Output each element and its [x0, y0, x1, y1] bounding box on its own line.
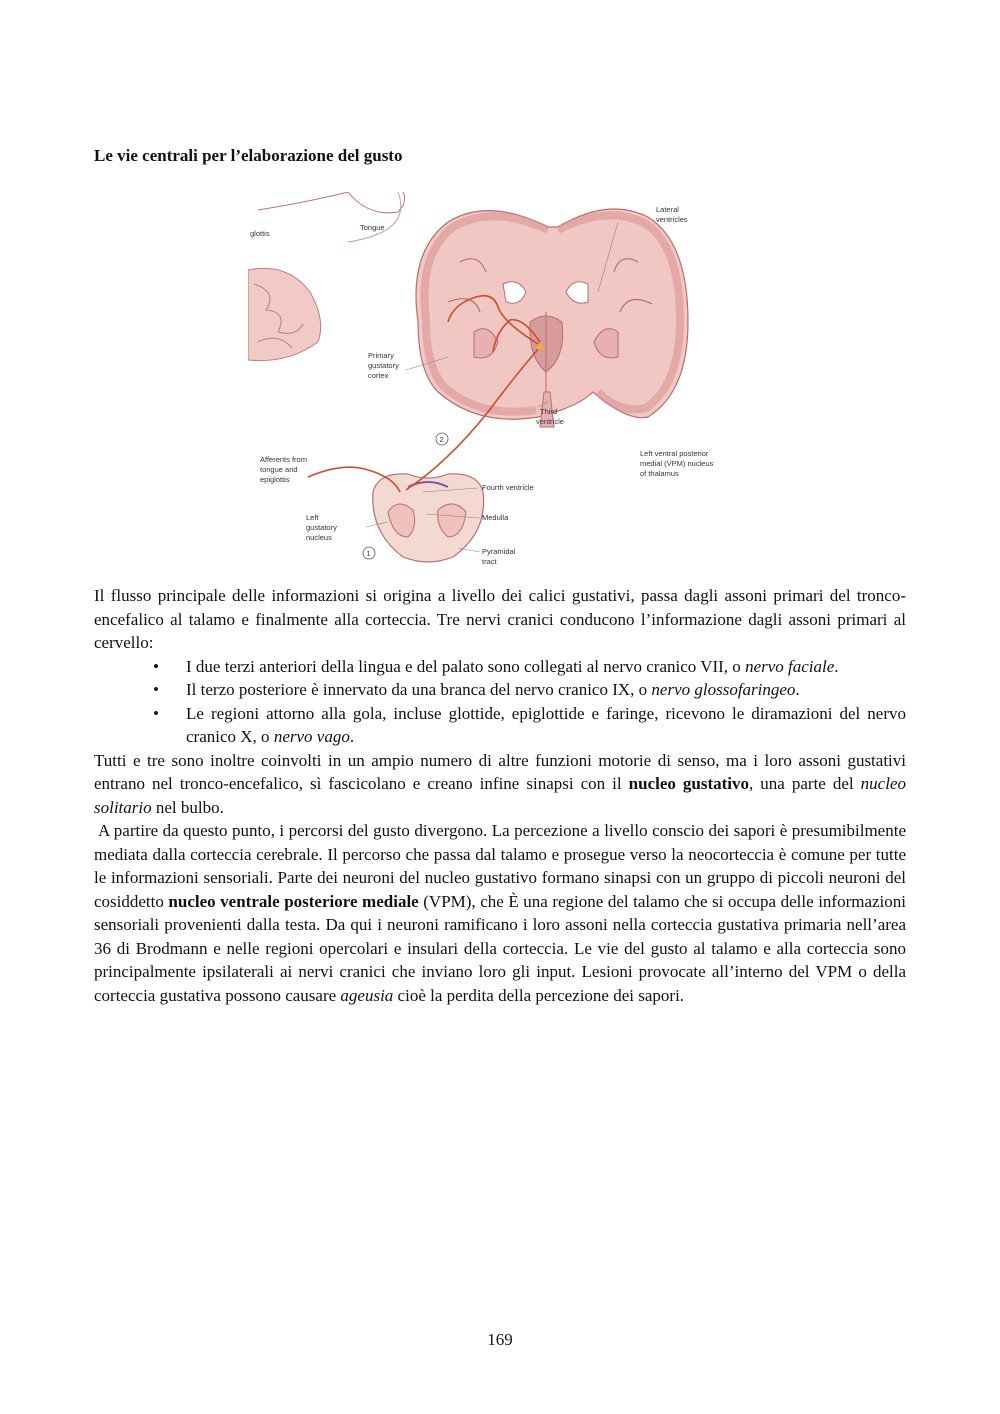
nerve-list — [94, 655, 906, 749]
list-item: • I due terzi anteriori della lingua e del palato sono collegati al nervo cranico VII, o nervo faciale. — [186, 655, 906, 679]
label-third-1: Third — [540, 407, 558, 416]
label-lateral-ventricles-1: Lateral — [656, 205, 679, 214]
label-left-nucleus-1: Left — [306, 513, 319, 522]
paragraph-nuclei: Tutti e tre sono inoltre coinvolti in un ampio numero di altre funzioni motorie di senso, ma i loro assoni gustativi entrano nel tronco-encefalico, sì fascicolano e creano infine sinapsi con il nucleo gustativo, una parte del nucleo solitario nel bulbo. — [94, 750, 906, 817]
bullet: • — [153, 680, 159, 699]
coronal-section — [416, 209, 688, 427]
step-2-marker: 2 — [439, 435, 444, 444]
taste-pathway-figure — [248, 192, 758, 570]
paragraph-cortex: A partire da questo punto, i percorsi del gusto divergono. La percezione a livello conscio dei sapori è presumibilmente mediata dalla corteccia cerebrale. Il percorso che passa dal talamo e prosegue verso la neocorteccia è comune per tutte le informazioni sensoriali. Parte dei neuroni del nucleo gustativo formano sinapsi con un gruppo di piccoli neuroni del cosiddetto nucleo ventrale posteriore mediale (VPM), che È una regione del talamo che si occupa delle informazioni sensoriali provenienti dalla testa. Da qui i neuroni ramificano i loro assoni nella corteccia gustativa primaria nell’area 36 di Brodmann e nelle regioni opercolari e insulari della corteccia. Le vie del gusto al talamo e alla corteccia sono principalmente ipsilaterali ai nervi cranici che inviano loro gli input. Lesioni provocate all’interno del VPM o della corteccia gustativa possono causare ageusia cioè la perdita della percezione dei sapori. — [94, 821, 906, 1005]
label-lateral-ventricles-2: ventricles — [656, 215, 688, 224]
label-vpm-1: Left ventral posterior — [640, 449, 709, 458]
label-tongue: Tongue — [360, 223, 385, 232]
label-afferents-1: Afferents from — [260, 455, 307, 464]
label-primary-1: Primary — [368, 351, 394, 360]
bullet: • — [153, 656, 159, 676]
label-pyramidal-2: tract — [482, 557, 497, 566]
section-heading: Le vie centrali per l’elaborazione del gusto — [94, 146, 403, 165]
bullet: • — [153, 703, 159, 723]
label-afferents-2: tongue and — [260, 465, 298, 474]
page-number: 169 — [487, 1330, 513, 1349]
label-fourth-ventricle: Fourth ventricle — [482, 483, 534, 492]
label-vpm-2: medial (VPM) nucleus — [640, 459, 714, 468]
label-left-nucleus-2: gustatory — [306, 523, 337, 532]
body-text — [94, 584, 906, 1007]
label-vpm-3: of thalamus — [640, 469, 679, 478]
label-primary-3: cortex — [368, 371, 389, 380]
label-glottis: glottis — [250, 229, 270, 238]
label-third-2: ventricle — [536, 417, 564, 426]
step-1-marker: 1 — [366, 549, 371, 558]
label-pyramidal-1: Pyramidal — [482, 547, 516, 556]
list-item: • Le regioni attorno alla gola, incluse glottide, epiglottide e faringe, ricevono le diramazioni del nervo cranico X, o nervo vago. — [153, 703, 906, 746]
list-item: • Il terzo posteriore è innervato da una branca del nervo cranico IX, o nervo glossofaringeo. — [186, 678, 906, 702]
label-primary-2: gustatory — [368, 361, 399, 370]
label-afferents-3: epiglottis — [260, 475, 290, 484]
label-medulla: Medulla — [482, 513, 509, 522]
label-left-nucleus-3: nucleus — [306, 533, 332, 542]
paragraph-intro: Il flusso principale delle informazioni si origina a livello dei calici gustativi, passa dagli assoni primari del tronco-encefalico al talamo e finalmente alla corteccia. Tre nervi cranici conducono l’informazione dagli assoni primari al cervello: — [94, 586, 906, 652]
